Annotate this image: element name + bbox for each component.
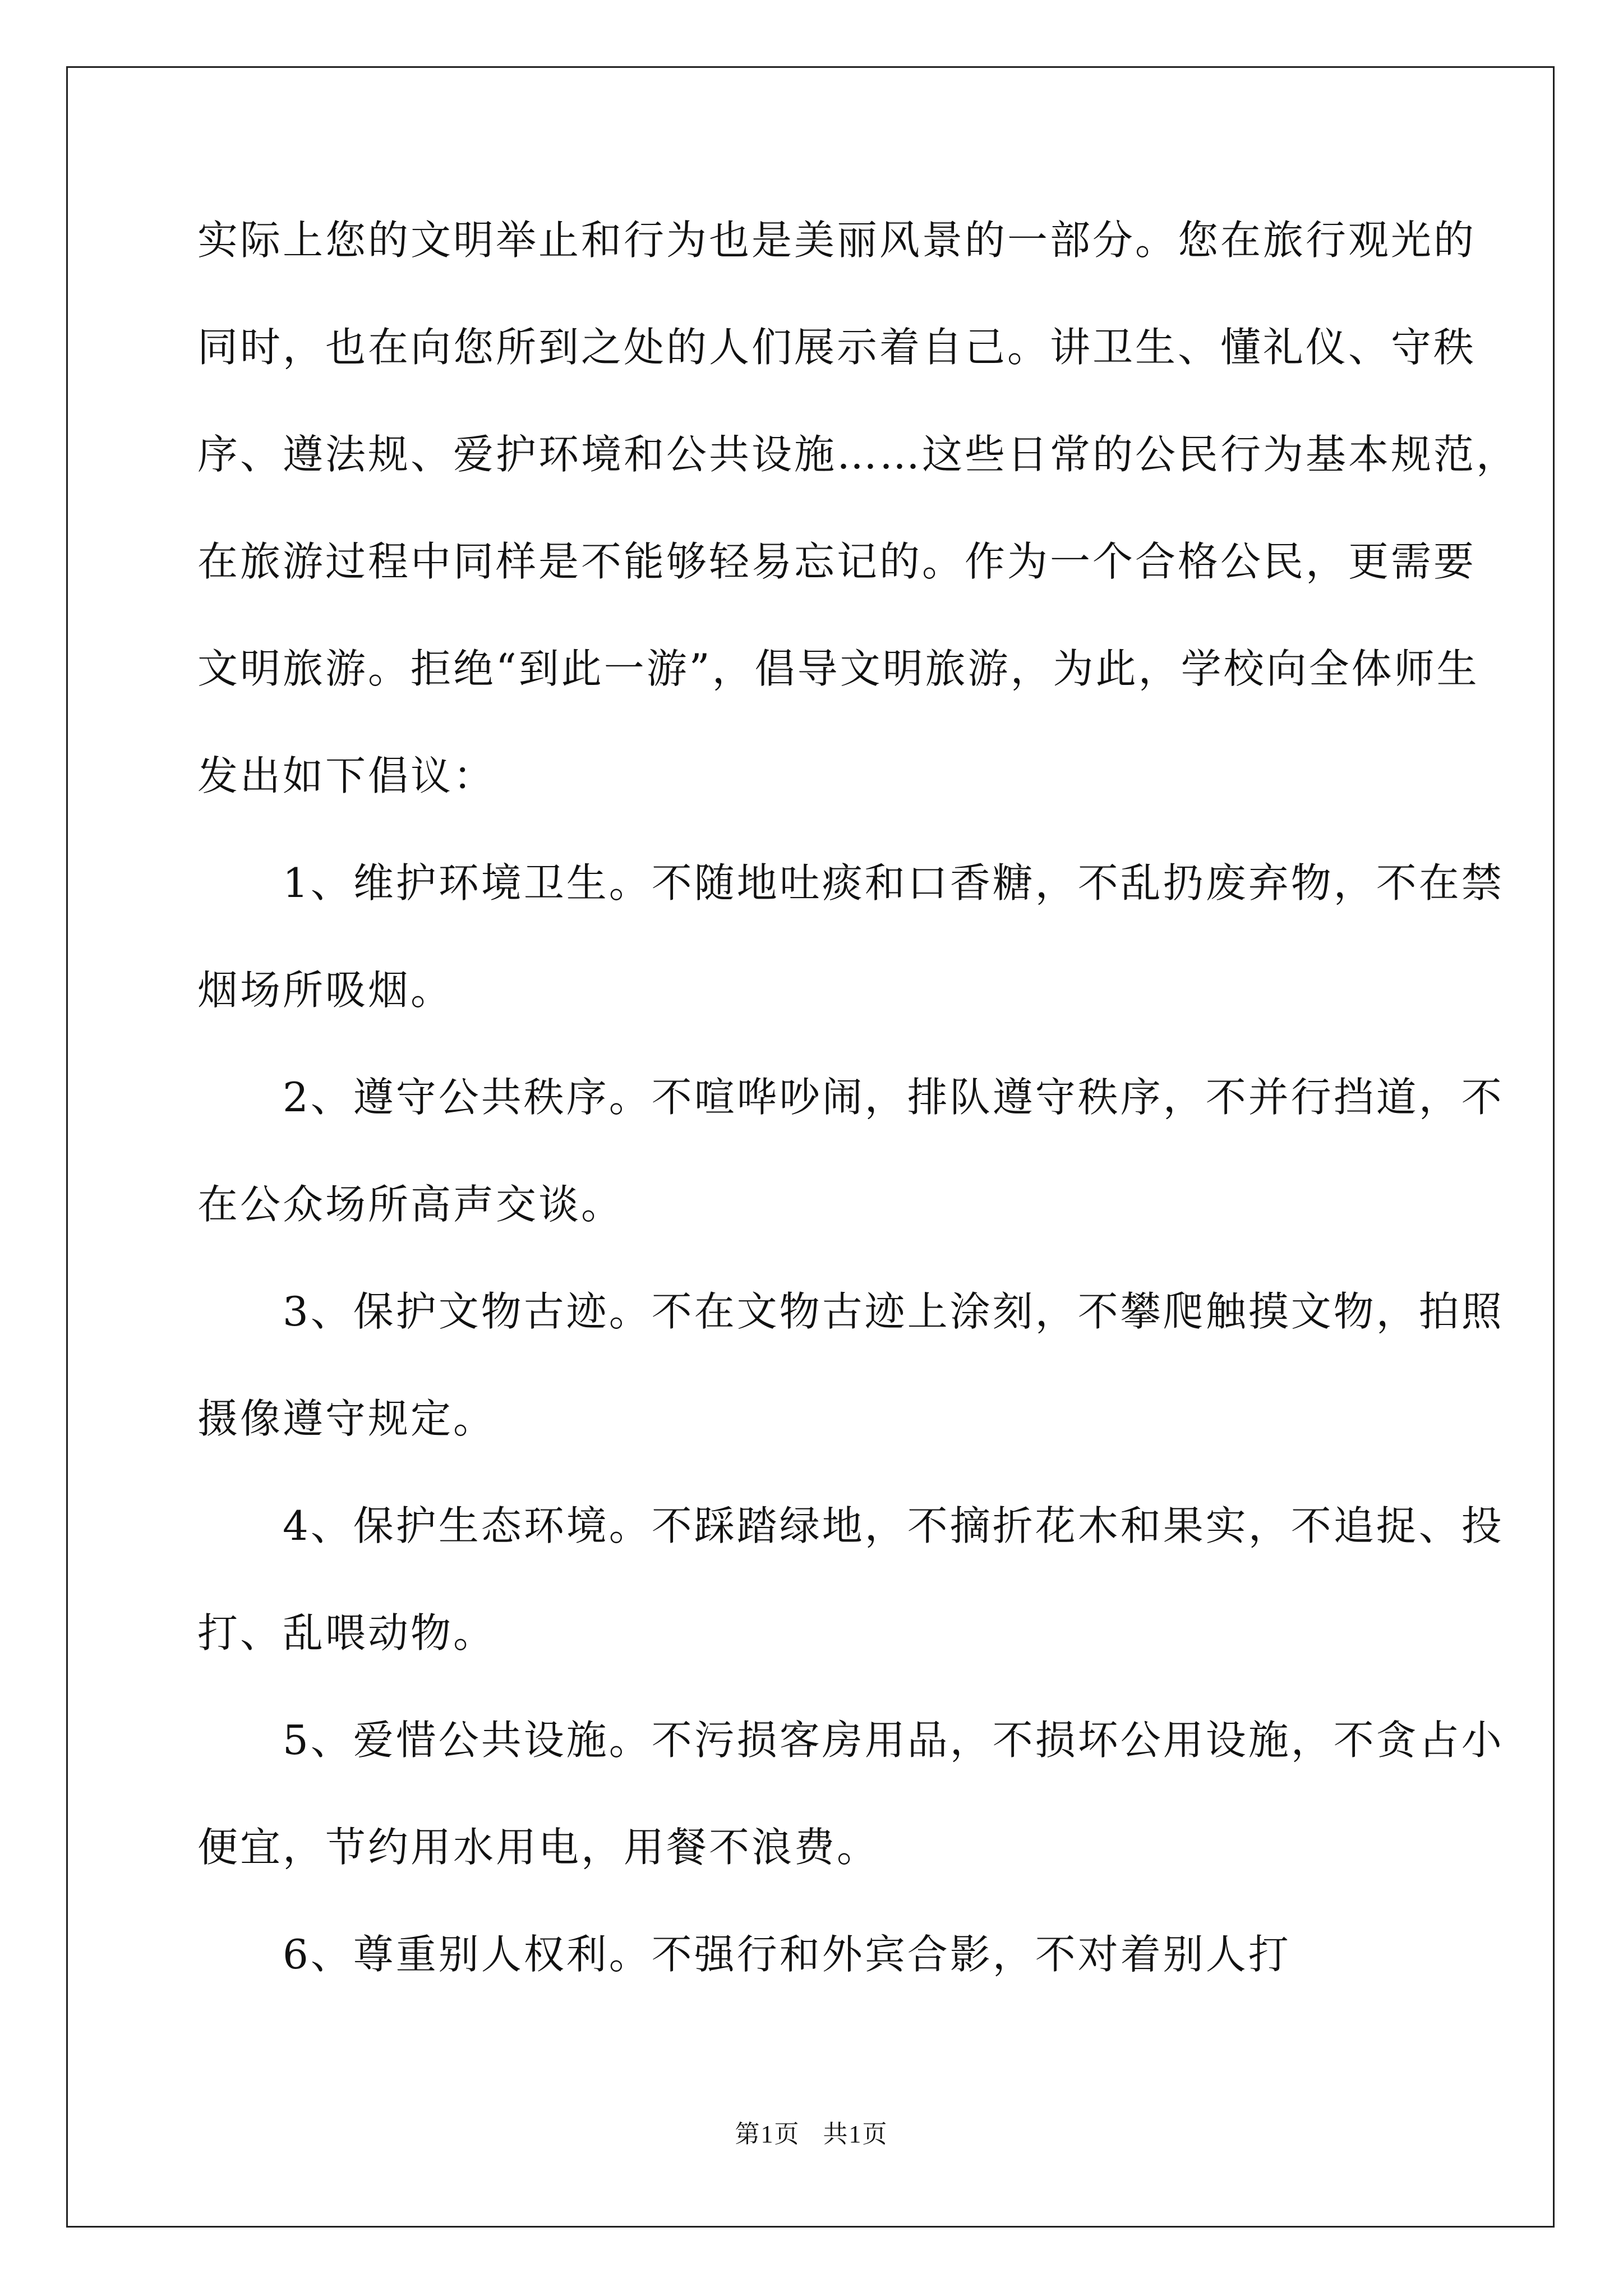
text-line: 4、保护生态环境。不踩踏绿地，不摘折花木和果实，不追捉、投	[197, 1502, 1504, 1549]
text-line: 在旅游过程中同样是不能够轻易忘记的。作为一个合格公民，更需要	[197, 538, 1477, 585]
text-line: 文明旅游。拒绝“到此一游”，倡导文明旅游，为此，学校向全体师生	[197, 645, 1479, 692]
text-line: 1、维护环境卫生。不随地吐痰和口香糖，不乱扔废弃物，不在禁	[197, 859, 1504, 907]
text-line: 6、尊重别人权利。不强行和外宾合影，不对着别人打	[197, 1931, 1291, 1978]
text-line: 5、爱惜公共设施。不污损客房用品，不损坏公用设施，不贪占小	[197, 1717, 1504, 1764]
document-body	[197, 213, 1519, 1981]
text-line: 烟场所吸烟。	[197, 967, 454, 1014]
text-line: 序、遵法规、爱护环境和公共设施……这些日常的公民行为基本规范，	[197, 431, 1519, 478]
text-line: 在公众场所高声交谈。	[197, 1181, 624, 1228]
text-line: 实际上您的文明举止和行为也是美丽风景的一部分。您在旅行观光的	[197, 217, 1477, 264]
text-line: 3、保护文物古迹。不在文物古迹上涂刻，不攀爬触摸文物，拍照	[197, 1288, 1504, 1335]
text-line: 摄像遵守规定。	[197, 1395, 496, 1442]
page-total: 共1页	[823, 2120, 888, 2148]
page-number: 第1页	[735, 2120, 800, 2148]
page-footer	[0, 2114, 1623, 2150]
text-line: 打、乱喂动物。	[197, 1609, 496, 1657]
text-line: 2、遵守公共秩序。不喧哗吵闹，排队遵守秩序，不并行挡道，不	[197, 1074, 1504, 1121]
text-line: 便宜，节约用水用电，用餐不浪费。	[197, 1824, 880, 1871]
text-line: 同时，也在向您所到之处的人们展示着自己。讲卫生、懂礼仪、守秩	[197, 324, 1477, 371]
text-line: 发出如下倡议：	[197, 752, 496, 799]
